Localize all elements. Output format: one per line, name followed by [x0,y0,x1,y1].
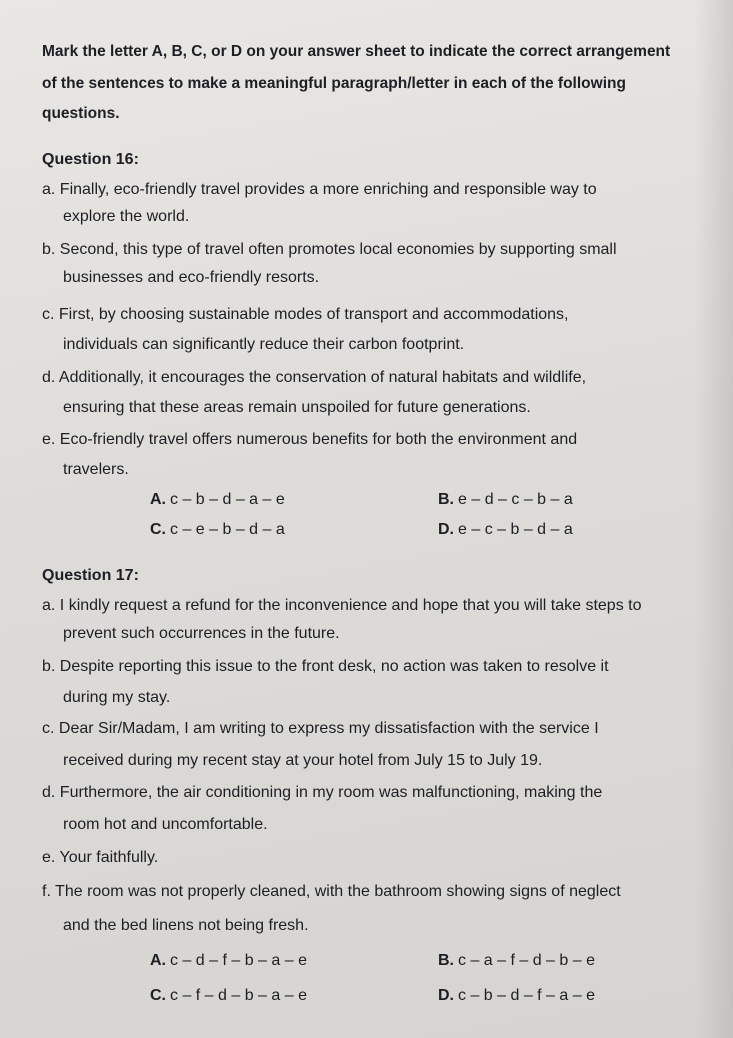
question-16-title: Question 16: [42,151,139,168]
option-text: c – f – d – b – a – e [170,987,307,1004]
item-label: d. [42,369,56,386]
item-label: c. [42,306,55,323]
item-label: b. [42,241,56,258]
item-label: a. [42,181,56,198]
option-letter: D. [438,521,454,538]
item-text-cont: explore the world. [63,208,190,225]
item-text: Finally, eco-friendly travel provides a more enriching and responsible way to [59,181,597,198]
item-label: a. [42,597,56,614]
q17-option-d[interactable] [438,986,595,1006]
item-text-cont: travelers. [63,461,129,478]
item-text: The room was not properly cleaned, with the bathroom showing signs of neglect [55,883,621,900]
item-label: d. [42,784,56,801]
q16-option-a[interactable] [150,490,285,510]
item-text-cont: room hot and uncomfortable. [63,816,268,833]
item-text: First, by choosing sustainable modes of transport and accommodations, [58,306,569,323]
item-text: Your faithfully. [59,849,159,866]
option-letter: A. [150,491,166,508]
item-text: Furthermore, the air conditioning in my room was malfunctioning, making the [59,784,603,801]
option-text: e – d – c – b – a [458,491,573,508]
q17-option-c[interactable] [150,986,307,1006]
question-17-title: Question 17: [42,567,139,584]
option-letter: D. [438,987,454,1004]
item-text-cont: and the bed linens not being fresh. [63,917,309,934]
item-text: Second, this type of travel often promotes local economies by supporting small [59,241,617,258]
item-text: I kindly request a refund for the inconvenience and hope that you will take steps to [59,597,642,614]
option-letter: C. [150,521,166,538]
option-text: c – d – f – b – a – e [170,952,307,969]
q16-option-d[interactable] [438,520,573,540]
instruction-line-2: of the sentences to make a meaningful paragraph/letter in each of the following [42,75,626,92]
item-text-cont: received during my recent stay at your hotel from July 15 to July 19. [63,752,543,769]
item-text: Eco-friendly travel offers numerous benefits for both the environment and [59,431,578,448]
option-letter: A. [150,952,166,969]
item-text-cont: prevent such occurrences in the future. [63,625,340,642]
instruction-line-3: questions. [42,105,120,122]
item-text-cont: ensuring that these areas remain unspoiled for future generations. [63,399,531,416]
item-text-cont: during my stay. [63,689,171,706]
q17-option-a[interactable] [150,951,307,971]
option-text: c – e – b – d – a [170,521,285,538]
item-text: Dear Sir/Madam, I am writing to express my dissatisfaction with the service I [58,720,599,737]
option-letter: C. [150,987,166,1004]
q16-option-b[interactable] [438,490,573,510]
option-text: c – b – d – f – a – e [458,987,595,1004]
option-text: e – c – b – d – a [458,521,573,538]
q17-option-b[interactable] [438,951,595,971]
option-text: c – a – f – d – b – e [458,952,595,969]
option-letter: B. [438,952,454,969]
instruction-line-1: Mark the letter A, B, C, or D on your answer sheet to indicate the correct arrangement [42,43,671,60]
item-text-cont: individuals can significantly reduce their carbon footprint. [63,336,465,353]
item-text-cont: businesses and eco-friendly resorts. [63,269,320,286]
option-letter: B. [438,491,454,508]
item-label: e. [42,431,56,448]
item-label: e. [42,849,56,866]
item-text: Additionally, it encourages the conservation of natural habitats and wildlife, [58,369,587,386]
page-edge-shadow [695,0,733,1038]
item-label: c. [42,720,55,737]
item-label: f. [42,883,51,900]
q16-option-c[interactable] [150,520,285,540]
item-text: Despite reporting this issue to the front desk, no action was taken to resolve it [59,658,609,675]
item-label: b. [42,658,56,675]
option-text: c – b – d – a – e [170,491,285,508]
